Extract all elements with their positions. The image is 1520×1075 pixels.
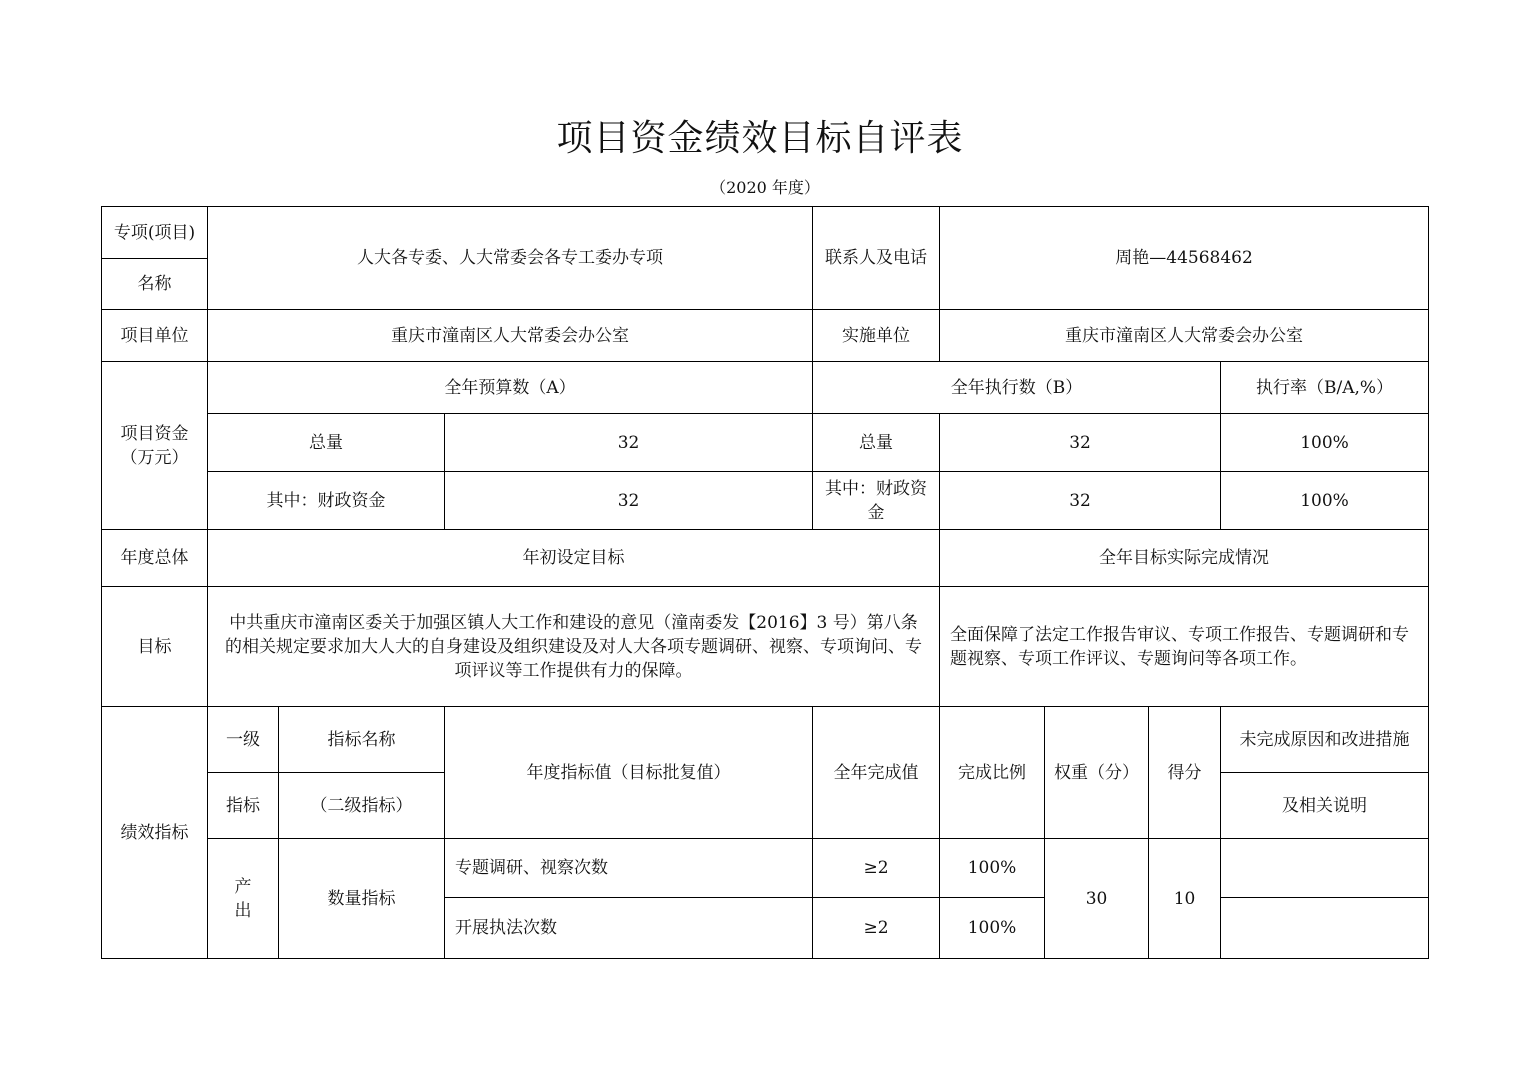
budget-fiscal-label: 其中：财政资金 — [208, 472, 445, 530]
rate-fiscal: 100% — [1221, 472, 1429, 530]
col-reason-b: 及相关说明 — [1221, 773, 1429, 839]
contact-value: 周艳—44568462 — [940, 207, 1429, 310]
indicator-ratio: 100% — [940, 839, 1045, 898]
rate-header: 执行率（B/A,%） — [1221, 362, 1429, 414]
indicator-actual: ≥2 — [813, 839, 940, 898]
goals-label-top: 年度总体 — [102, 530, 208, 587]
exec-total-value: 32 — [940, 414, 1221, 472]
rate-total: 100% — [1221, 414, 1429, 472]
exec-fiscal-label: 其中：财政资金 — [813, 472, 940, 530]
indicator-actual: ≥2 — [813, 898, 940, 959]
budget-total-value: 32 — [445, 414, 813, 472]
indicator-reason — [1221, 898, 1429, 959]
indicator-weight: 30 — [1045, 839, 1149, 959]
project-unit-label: 项目单位 — [102, 310, 208, 362]
col-weight: 权重（分） — [1045, 707, 1149, 839]
budget-total-label: 总量 — [208, 414, 445, 472]
evaluation-table — [101, 206, 1429, 959]
col-target: 年度指标值（目标批复值） — [445, 707, 813, 839]
goals-actual-header: 全年目标实际完成情况 — [940, 530, 1429, 587]
indicator-name: 专题调研、视察次数 — [445, 839, 813, 898]
contact-label: 联系人及电话 — [813, 207, 940, 310]
indicator-reason — [1221, 839, 1429, 898]
exec-total-label: 总量 — [813, 414, 940, 472]
col-name-a: 指标名称 — [279, 707, 445, 773]
indicator-ratio: 100% — [940, 898, 1045, 959]
col-reason-a: 未完成原因和改进措施 — [1221, 707, 1429, 773]
exec-header: 全年执行数（B） — [813, 362, 1221, 414]
goals-label-bottom: 目标 — [102, 587, 208, 707]
document-title: 项目资金绩效目标自评表 — [556, 118, 964, 159]
col-level1-a: 一级 — [208, 707, 279, 773]
impl-unit-label: 实施单位 — [813, 310, 940, 362]
indicator-score: 10 — [1149, 839, 1221, 959]
col-score: 得分 — [1149, 707, 1221, 839]
col-ratio: 完成比例 — [940, 707, 1045, 839]
funds-label: 项目资金（万元） — [102, 362, 208, 530]
indicator-name: 开展执法次数 — [445, 898, 813, 959]
goals-actual-text: 全面保障了法定工作报告审议、专项工作报告、专题调研和专题视察、专项工作评议、专题询问等各项工作。 — [940, 587, 1429, 707]
project-name-label-2: 名称 — [102, 259, 208, 310]
level1-output: 产出 — [208, 839, 279, 959]
exec-fiscal-value: 32 — [940, 472, 1221, 530]
document-year: （2020 年度） — [710, 178, 820, 197]
level2-quantity: 数量指标 — [279, 839, 445, 959]
budget-fiscal-value: 32 — [445, 472, 813, 530]
col-actual: 全年完成值 — [813, 707, 940, 839]
impl-unit-value: 重庆市潼南区人大常委会办公室 — [940, 310, 1429, 362]
budget-header: 全年预算数（A） — [208, 362, 813, 414]
project-name-value: 人大各专委、人大常委会各专工委办专项 — [208, 207, 813, 310]
col-name-b: （二级指标） — [279, 773, 445, 839]
col-level1-b: 指标 — [208, 773, 279, 839]
goals-set-header: 年初设定目标 — [208, 530, 940, 587]
goals-set-text: 中共重庆市潼南区委关于加强区镇人大工作和建设的意见（潼南委发【2016】3 号）第八条的相关规定要求加大人大的自身建设及组织建设及对人大各项专题调研、视察、专项询问、专项评议等工作提供有力的保障。 — [208, 587, 940, 707]
indicators-label: 绩效指标 — [102, 707, 208, 959]
project-name-label-1: 专项(项目) — [102, 207, 208, 259]
project-unit-value: 重庆市潼南区人大常委会办公室 — [208, 310, 813, 362]
